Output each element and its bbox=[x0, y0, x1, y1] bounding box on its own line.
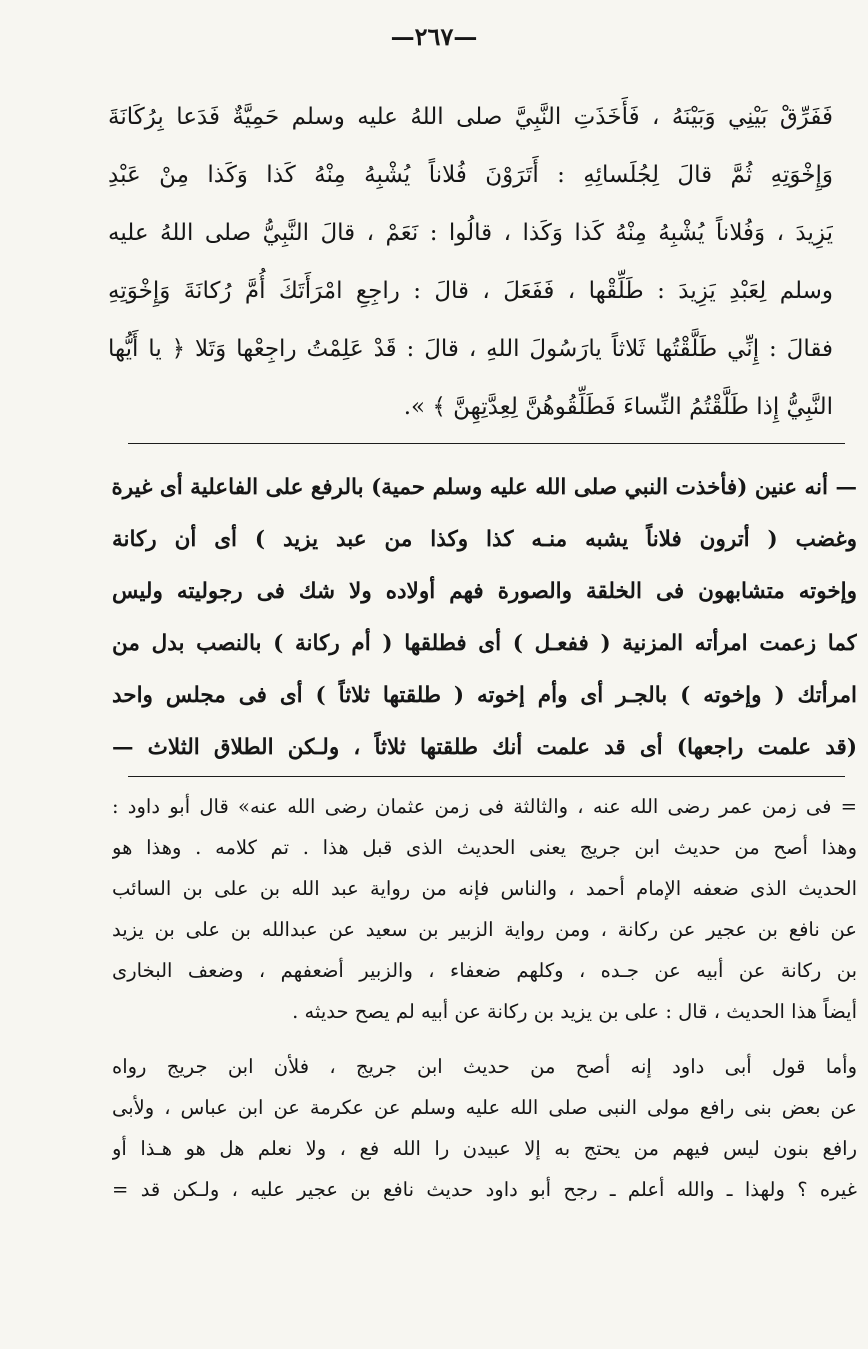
text-line: وغضب ( أترون فلاناً يشبه منـه كذا وكذا من عبد يزيد ) أى أن ركانة bbox=[112, 527, 857, 552]
text-line: وأما قول أبى داود إنه أصح من حديث ابن جريج ، فلأن ابن جريج رواه bbox=[112, 1055, 857, 1078]
text-line: الحديث الذى ضعفه الإمام أحمد ، والناس فإنه من رواية عبد الله بن على بن السائب bbox=[112, 877, 857, 900]
text-line: = فى زمن عمر رضى الله عنه ، والثالثة فى زمن عثمان رضى الله عنه» قال أبو داود : bbox=[112, 795, 857, 818]
text-line: أيضاً هذا الحديث ، قال : على بن يزيد بن ركانة عن أبيه لم يصح حديثه . bbox=[292, 1000, 857, 1023]
text-line: عن نافع بن عجير عن ركانة ، ومن رواية الزبير بن سعيد عن عبدالله بن على بن يزيد bbox=[112, 918, 857, 941]
text-line: امرأتك ( وإخوته ) بالجـر أى وأم إخوته ( طلقتها ثلاثاً ) أى فى مجلس واحد bbox=[112, 683, 857, 708]
text-line: بن ركانة عن أبيه عن جـده ، وكلهم ضعفاء ، والزبير أضعفهم ، وضعف البخارى bbox=[112, 959, 857, 982]
footnote-paragraph bbox=[112, 786, 857, 1032]
footnotes-text bbox=[112, 786, 857, 1210]
text-line: عن بعض بنى رافع مولى النبى صلى الله عليه وسلم عن عكرمة عن ابن عباس ، ولأبى bbox=[112, 1096, 857, 1119]
text-line: وسلم لِعَبْدِ يَزِيدَ : طَلِّقْها ، فَفَعَلَ ، قالَ : راجِعِ امْرَأَتَكَ أُمَّ رُكانَةَ وَإِخْوَتِهِ bbox=[108, 278, 833, 304]
divider-line bbox=[128, 443, 845, 444]
text-line: غيره ؟ ولهذا ـ والله أعلم ـ رجح أبو داود حديث نافع بن عجير عليه ، ولـكن قد = bbox=[112, 1178, 857, 1201]
page-number: —٢٦٧— bbox=[390, 22, 478, 51]
text-line: النَّبِيُّ إِذا طَلَّقْتُمُ النِّساءَ فَطَلِّقُوهُنَّ لِعِدَّتِهِنَّ ﴾ ». bbox=[403, 394, 833, 420]
text-line: يَزِيدَ ، وَفُلاناً يُشْبِهُ مِنْهُ كَذا وَكَذا ، قالُوا : نَعَمْ ، قالَ النَّبِيُّ صلى اللهُ عليه bbox=[108, 220, 833, 246]
text-line: وَإِخْوَتِهِ ثُمَّ قالَ لِجُلَسائِهِ : أَتَرَوْنَ فُلاناً يُشْبِهُ مِنْهُ كَذا وَكَذا مِنْ عَبْدِ bbox=[108, 162, 833, 188]
text-line: رافع بنون ليس فيهم من يحتج به إلا عبيدن را الله فع ، ولا نعلم هل هو هـذا أو bbox=[112, 1137, 857, 1160]
commentary-text bbox=[112, 462, 857, 774]
text-line: فَفَرِّقْ بَيْنِي وَبَيْنَهُ ، فَأَخَذَتِ النَّبِيَّ صلى اللهُ عليه وسلم حَمِيَّةٌ فَدَعا بِرُكَانَةَ bbox=[108, 104, 833, 130]
divider-line bbox=[128, 776, 845, 777]
text-line: فقالَ : إِنِّي طَلَّقْتُها ثَلاثاً يارَسُولَ اللهِ ، قالَ : قَدْ عَلِمْتُ راجِعْها وَتَلا ﴿ يا أَيُّها bbox=[108, 336, 833, 362]
text-line: كما زعمت امرأته المزنية ( ففعـل ) أى فطلقها ( أم ركانة ) بالنصب بدل من bbox=[112, 631, 857, 656]
text-line: (قد علمت راجعها) أى قد علمت أنك طلقتها ثلاثاً ، ولـكن الطلاق الثلاث — bbox=[112, 735, 857, 760]
text-line: وهذا أصح من حديث ابن جريج يعنى الحديث الذى قبل هذا . تم كلامه . وهذا هو bbox=[112, 836, 857, 859]
footnote-paragraph bbox=[112, 1046, 857, 1210]
hadith-text bbox=[108, 88, 833, 436]
text-line: وإخوته متشابهون فى الخلقة والصورة فهم أولاده ولا شك فى رجوليته وليس bbox=[112, 579, 857, 604]
text-line: — أنه عنين (فأخذت النبي صلى الله عليه وسلم حمية) بالرفع على الفاعلية أى غيرة bbox=[112, 475, 857, 500]
